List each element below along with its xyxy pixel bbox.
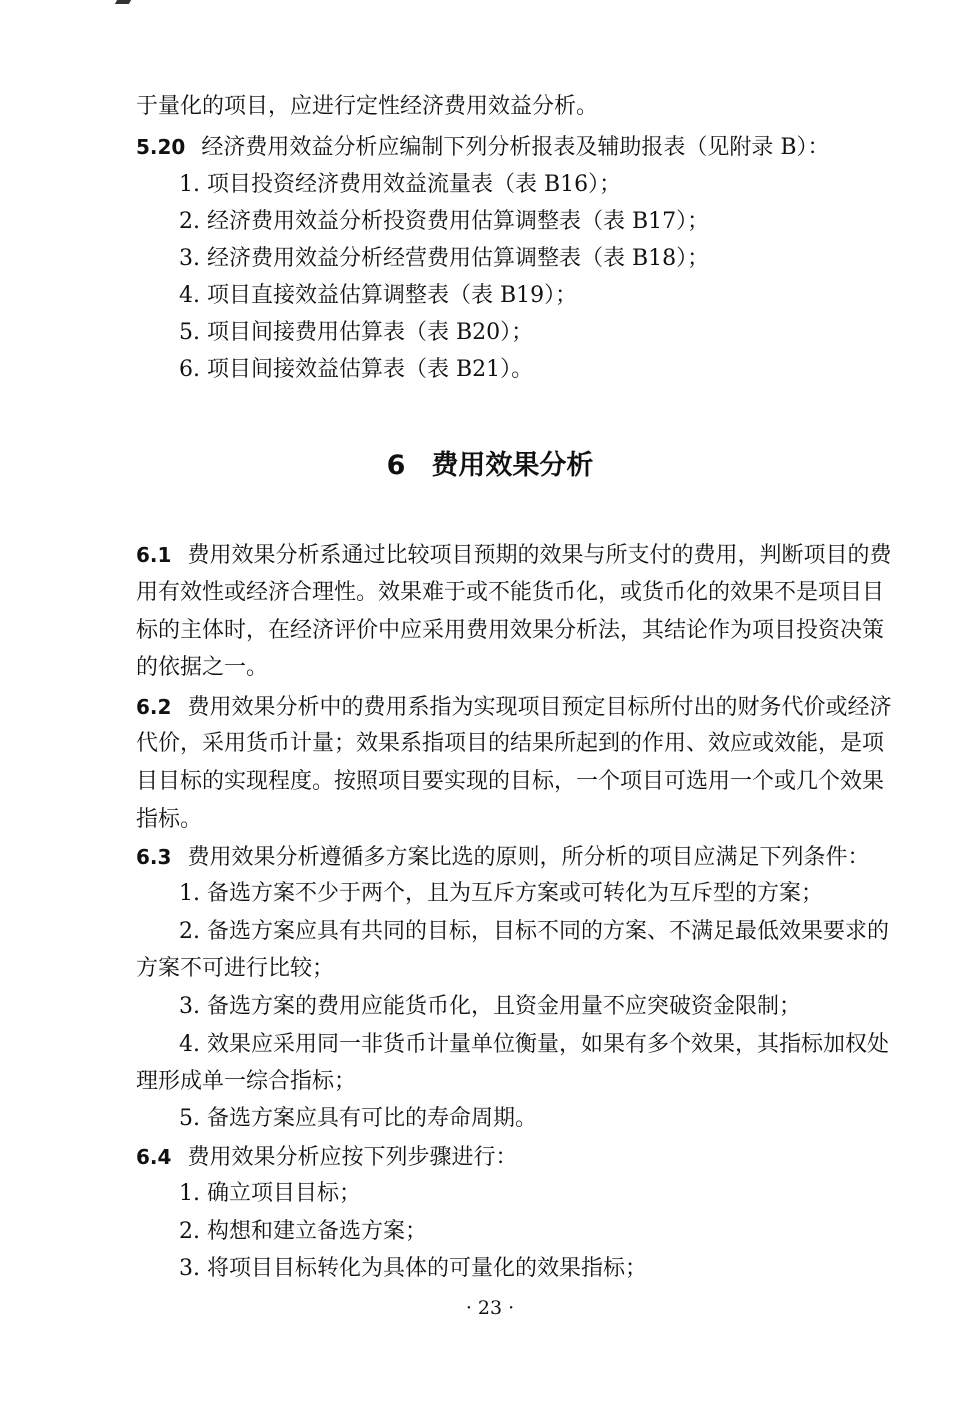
clause-text: 经济费用效益分析应编制下列分析报表及辅助报表（见附录 B）：: [201, 135, 830, 160]
scan-mark: [115, 0, 131, 4]
clause-6-1: [136, 540, 891, 571]
text-line: 目目标的实现程度。按照项目要实现的目标，一个项目可选用一个或几个效果: [136, 769, 885, 794]
text-line: 代价，采用货币计量；效果系指项目的结果所起到的作用、效应或效能，是项: [136, 731, 885, 756]
clause-6-2: [136, 692, 891, 723]
text-line: 理形成单一综合指标；: [136, 1069, 357, 1094]
clause-text: 费用效果分析遵循多方案比选的原则，所分析的项目应满足下列条件：: [187, 845, 870, 870]
list-item: 1. 备选方案不少于两个，且为互斥方案或可转化为互斥型的方案；: [179, 881, 823, 906]
section-title: [0, 448, 980, 484]
clause-number: 6.1: [136, 543, 172, 567]
clause-number: 6.3: [136, 845, 172, 869]
clause-text: 费用效果分析应按下列步骤进行：: [187, 1145, 518, 1170]
list-item: 1. 项目投资经济费用效益流量表（表 B16）；: [179, 172, 622, 197]
list-item: 4. 效果应采用同一非货币计量单位衡量，如果有多个效果，其指标加权处: [179, 1032, 889, 1057]
list-item: 3. 经济费用效益分析经营费用估算调整表（表 B18）；: [179, 246, 710, 271]
section-number: 6: [386, 450, 406, 481]
clause-number: 6.4: [136, 1145, 172, 1169]
clause-6-4: [136, 1142, 517, 1173]
section-title-text: 费用效果分析: [431, 450, 594, 481]
text-line: 的依据之一。: [136, 655, 269, 680]
clause-number: 5.20: [136, 135, 186, 159]
clause-5-20: [136, 132, 830, 163]
page-number: · 23 ·: [465, 1297, 515, 1319]
clause-text: 费用效果分析系通过比较项目预期的效果与所支付的费用，判断项目的费: [187, 543, 892, 568]
text-line: 用有效性或经济合理性。效果难于或不能货币化，或货币化的效果不是项目目: [136, 580, 885, 605]
text-line: 方案不可进行比较；: [136, 956, 335, 981]
list-item: 5. 备选方案应具有可比的寿命周期。: [179, 1106, 537, 1131]
clause-number: 6.2: [136, 695, 172, 719]
list-item: 6. 项目间接效益估算表（表 B21）。: [179, 357, 534, 382]
list-item: 2. 构想和建立备选方案；: [179, 1219, 427, 1244]
list-item: 3. 备选方案的费用应能货币化，且资金用量不应突破资金限制；: [179, 994, 801, 1019]
list-item: 4. 项目直接效益估算调整表（表 B19）；: [179, 283, 578, 308]
list-item: 2. 备选方案应具有共同的目标，目标不同的方案、不满足最低效果要求的: [179, 919, 889, 944]
list-item: 5. 项目间接费用估算表（表 B20）；: [179, 320, 534, 345]
text-line: 指标。: [136, 807, 203, 832]
list-item: 1. 确立项目目标；: [179, 1181, 361, 1206]
text-line: 标的主体时，在经济评价中应采用费用效果分析法，其结论作为项目投资决策: [136, 618, 885, 643]
list-item: 3. 将项目目标转化为具体的可量化的效果指标；: [179, 1256, 647, 1281]
text-line: 于量化的项目，应进行定性经济费用效益分析。: [136, 94, 599, 119]
clause-6-3: [136, 842, 869, 873]
clause-text: 费用效果分析中的费用系指为实现项目预定目标所付出的财务代价或经济: [187, 695, 892, 720]
list-item: 2. 经济费用效益分析投资费用估算调整表（表 B17）；: [179, 209, 710, 234]
